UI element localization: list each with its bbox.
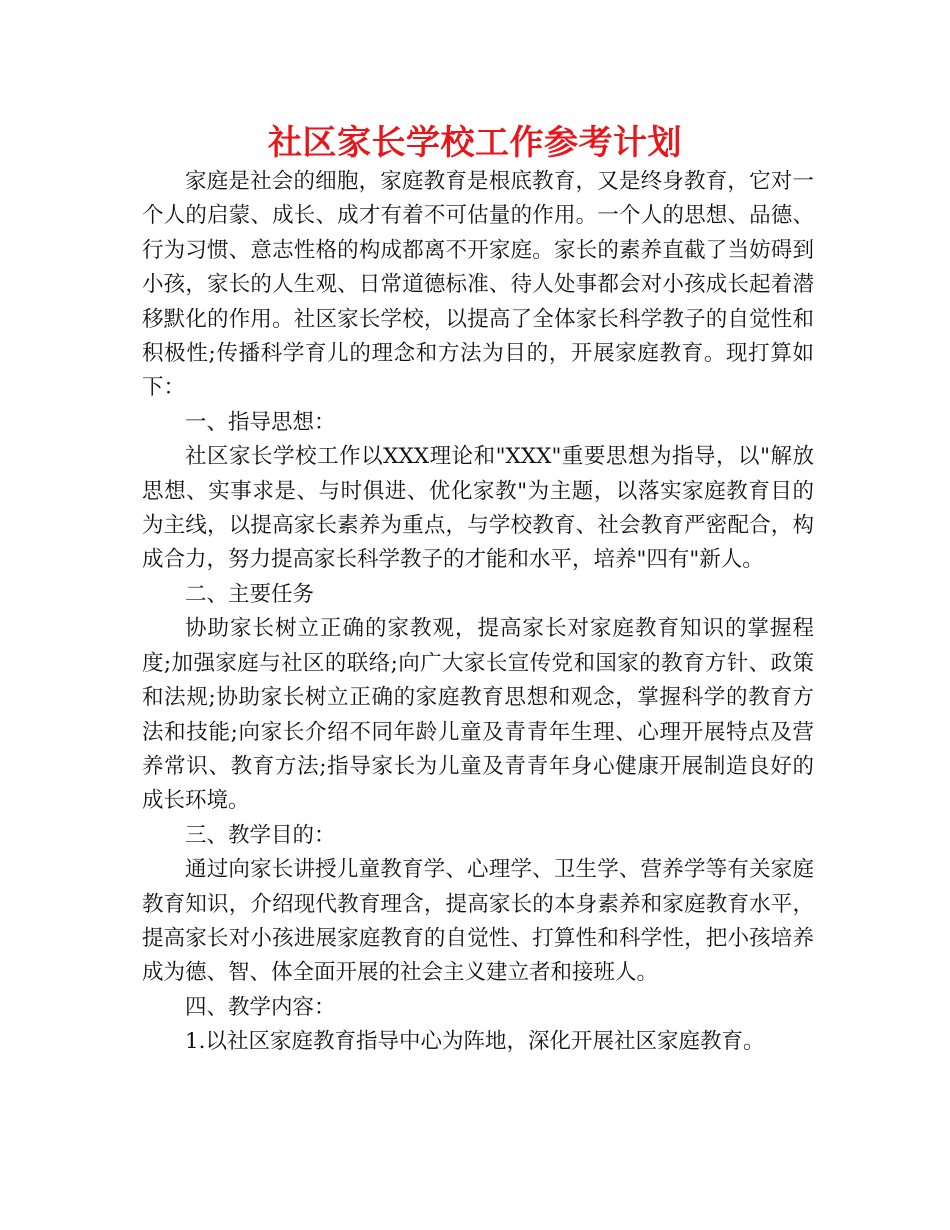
section-heading-teaching-goals: 三、教学目的：: [185, 822, 336, 848]
section-heading-teaching-content: 四、教学内容：: [185, 994, 336, 1020]
teaching-content-item-1: 1.以社区家庭教育指导中心为阵地，深化开展社区家庭教育。: [185, 1029, 765, 1055]
main-tasks-paragraph: 协助家长树立正确的家教观，提高家长对家庭教育知识的掌握程度;加强家庭与社区的联络;向广大家长宣传党和国家的教育方针、政策和法规;协助家长树立正确的家庭教育思想和观念，掌握科学的教育方法和技能;向家长介绍不同年龄儿童及青青年生理、心理开展特点及营养常识、教育方法;指导家长为儿童及青青年身心健康开展制造良好的成长环境。: [142, 616, 814, 814]
intro-paragraph: 家庭是社会的细胞，家庭教育是根底教育，又是终身教育，它对一个人的启蒙、成长、成才有着不可估量的作用。一个人的思想、品德、行为习惯、意志性格的构成都离不开家庭。家长的素养直截了当妨碍到小孩，家长的人生观、日常道德标准、待人处事都会对小孩成长起着潜移默化的作用。社区家长学校，以提高了全体家长科学教子的自觉性和积极性;传播科学育儿的理念和方法为目的，开展家庭教育。现打算如下：: [142, 169, 814, 401]
document-body: [142, 165, 814, 1060]
section-heading-guiding-ideology: 一、指导思想：: [185, 409, 336, 435]
teaching-goals-paragraph: 通过向家长讲授儿童教育学、心理学、卫生学、营养学等有关家庭教育知识，介绍现代教育理含，提高家长的本身素养和家庭教育水平，提高家长对小孩进展家庭教育的自觉性、打算性和科学性，把小孩培养成为德、智、体全面开展的社会主义建立者和接班人。: [142, 857, 814, 986]
guiding-ideology-paragraph: 社区家长学校工作以XXX理论和"XXX"重要思想为指导，以"解放思想、实事求是、与时俱进、优化家教"为主题，以落实家庭教育目的为主线，以提高家长素养为重点，与学校教育、社会教育严密配合，构成合力，努力提高家长科学教子的才能和水平，培养"四有"新人。: [142, 444, 814, 573]
section-heading-main-tasks: 二、主要任务: [185, 581, 315, 607]
document-title: 社区家长学校工作参考计划: [268, 123, 682, 163]
